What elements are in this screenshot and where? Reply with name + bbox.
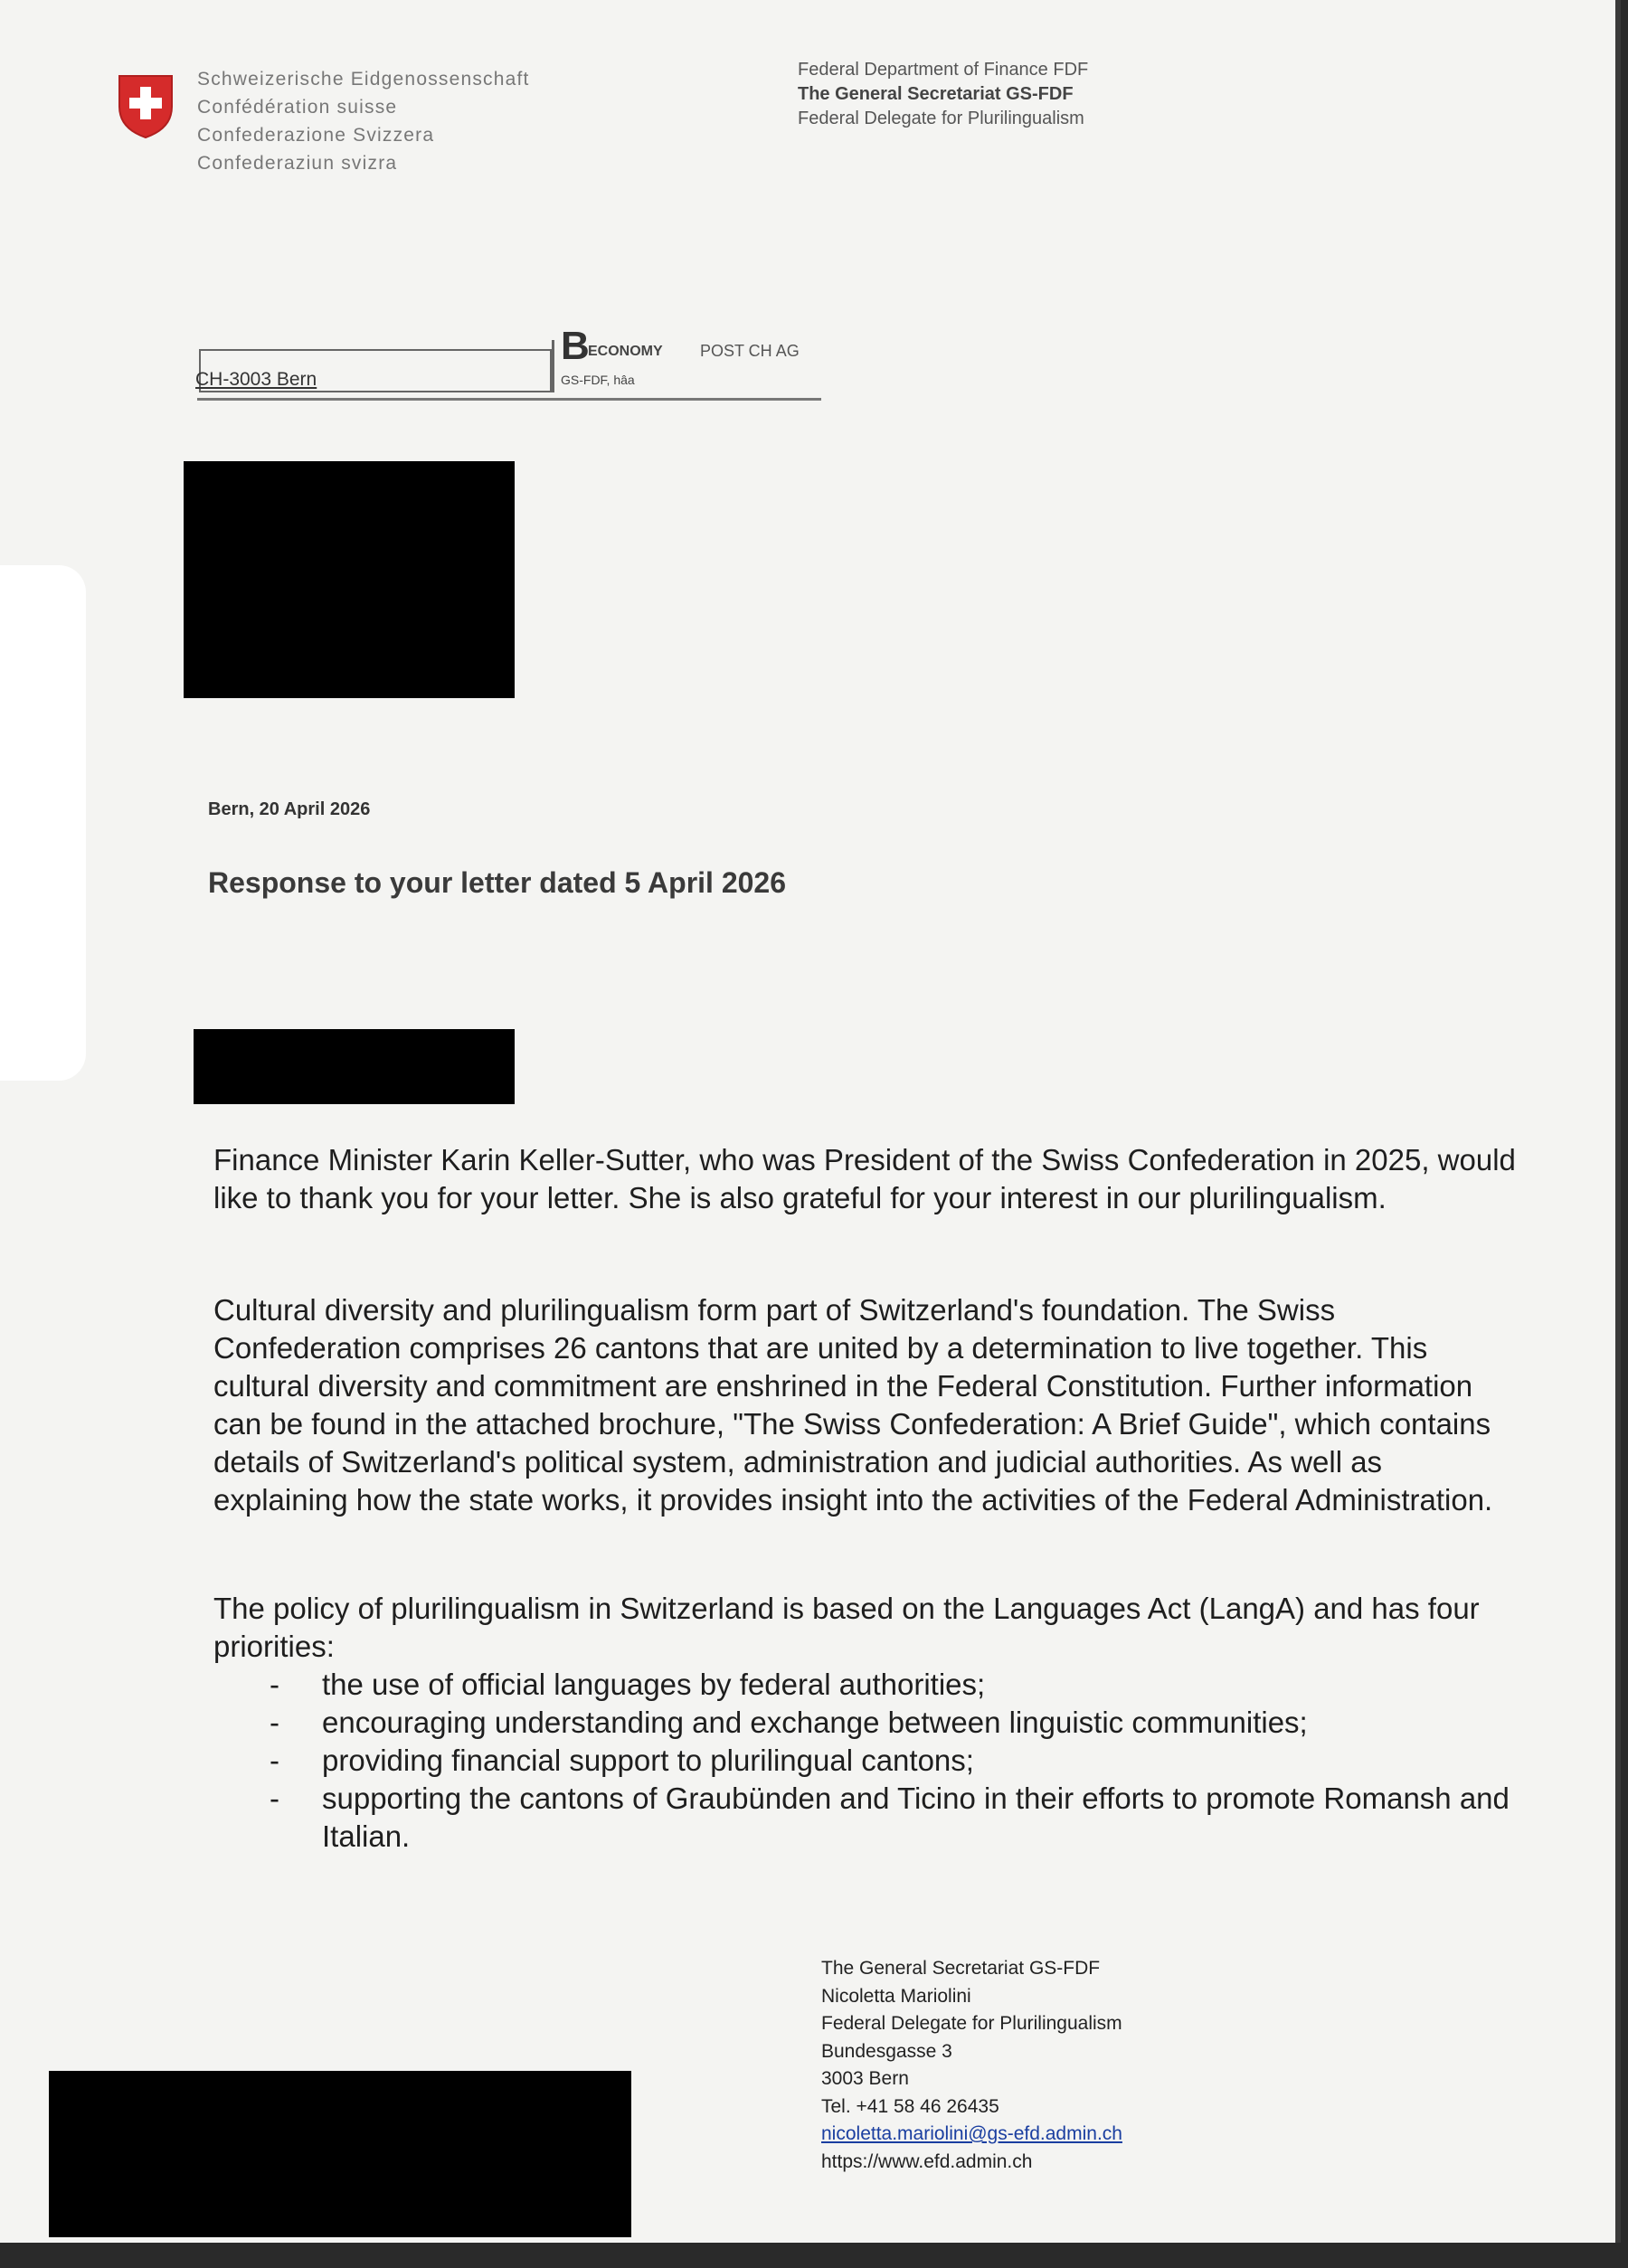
redacted-recipient-address — [184, 461, 515, 698]
postage-sender-code: GS-FDF, hâa — [561, 373, 635, 387]
paper-edge — [0, 565, 86, 1081]
confed-line-de: Schweizerische Eidgenossenschaft — [197, 69, 530, 90]
postage-economy: ECONOMY — [588, 344, 663, 359]
sig-tel: Tel. +41 58 46 26435 — [821, 2095, 999, 2117]
postage-b-mark: B — [561, 324, 590, 368]
letter-date: Bern, 20 April 2026 — [208, 799, 371, 819]
list-item-text: encouraging understanding and exchange between linguistic communities; — [322, 1706, 1308, 1739]
paragraph-2: Cultural diversity and plurilingualism form part of Switzerland's foundation. The Swiss Confederation comprises 26 cantons that are united by a determination to live together. This cultural diversity and commitment are enshrined in the Federal Constitution. Further information can be found in the attached brochure, "The Swiss Confederation: A Brief Guide", which contains details of Switzerland's political system, administration and judicial authorities. As well as explaining how the state works, it provides insight into the activities of the Federal Administration. — [213, 1293, 1493, 1517]
paragraph-3 — [213, 1590, 1516, 1856]
paragraph-1: Finance Minister Karin Keller-Sutter, who was President of the Swiss Confederation in 2025, would like to thank you for your letter. She is also grateful for your interest in our plurilingualism. — [213, 1143, 1516, 1214]
signature-block — [821, 1955, 1122, 2176]
priorities-list — [213, 1666, 1516, 1856]
list-item — [213, 1780, 1516, 1856]
department-name: Federal Department of Finance FDF — [798, 60, 1089, 80]
list-item — [213, 1704, 1516, 1742]
sig-name: Nicoletta Mariolini — [821, 1985, 971, 2007]
sig-org: The General Secretariat GS-FDF — [821, 1958, 1101, 1979]
address-underline — [197, 398, 821, 401]
redacted-salutation — [194, 1029, 515, 1104]
list-dash: - — [270, 1668, 279, 1701]
swiss-crest-icon — [116, 72, 175, 139]
postage-post: POST CH AG — [700, 342, 800, 360]
secretariat-name: The General Secretariat GS-FDF — [798, 84, 1074, 104]
list-item — [213, 1666, 1516, 1704]
redacted-block — [49, 2071, 631, 2237]
list-dash: - — [270, 1781, 279, 1815]
list-dash: - — [270, 1744, 279, 1777]
list-item-text: providing financial support to plurilingual cantons; — [322, 1744, 974, 1777]
confed-line-it: Confederazione Svizzera — [197, 125, 435, 146]
paragraph-3-intro: The policy of plurilingualism in Switzerland is based on the Languages Act (LangA) and has four priorities: — [213, 1592, 1480, 1663]
sig-role: Federal Delegate for Plurilingualism — [821, 2013, 1122, 2034]
sig-street: Bundesgasse 3 — [821, 2040, 952, 2062]
list-dash: - — [270, 1706, 279, 1739]
sig-email-link[interactable]: nicoletta.mariolini@gs-efd.admin.ch — [821, 2123, 1122, 2144]
sender-address: CH-3003 Bern — [195, 369, 317, 390]
delegate-title: Federal Delegate for Plurilingualism — [798, 109, 1084, 128]
letter-subject: Response to your letter dated 5 April 2026 — [208, 866, 786, 899]
list-item-text: supporting the cantons of Graubünden and Ticino in their efforts to promote Romansh and Italian. — [322, 1781, 1510, 1853]
confed-line-rm: Confederaziun svizra — [197, 153, 398, 174]
confed-line-fr: Confédération suisse — [197, 97, 398, 118]
postage-divider — [552, 340, 554, 392]
sig-city: 3003 Bern — [821, 2068, 909, 2089]
list-item — [213, 1742, 1516, 1780]
sig-web: https://www.efd.admin.ch — [821, 2150, 1033, 2172]
list-item-text: the use of official languages by federal authorities; — [322, 1668, 986, 1701]
department-header — [798, 58, 1088, 131]
confederation-wordmark — [197, 65, 530, 177]
